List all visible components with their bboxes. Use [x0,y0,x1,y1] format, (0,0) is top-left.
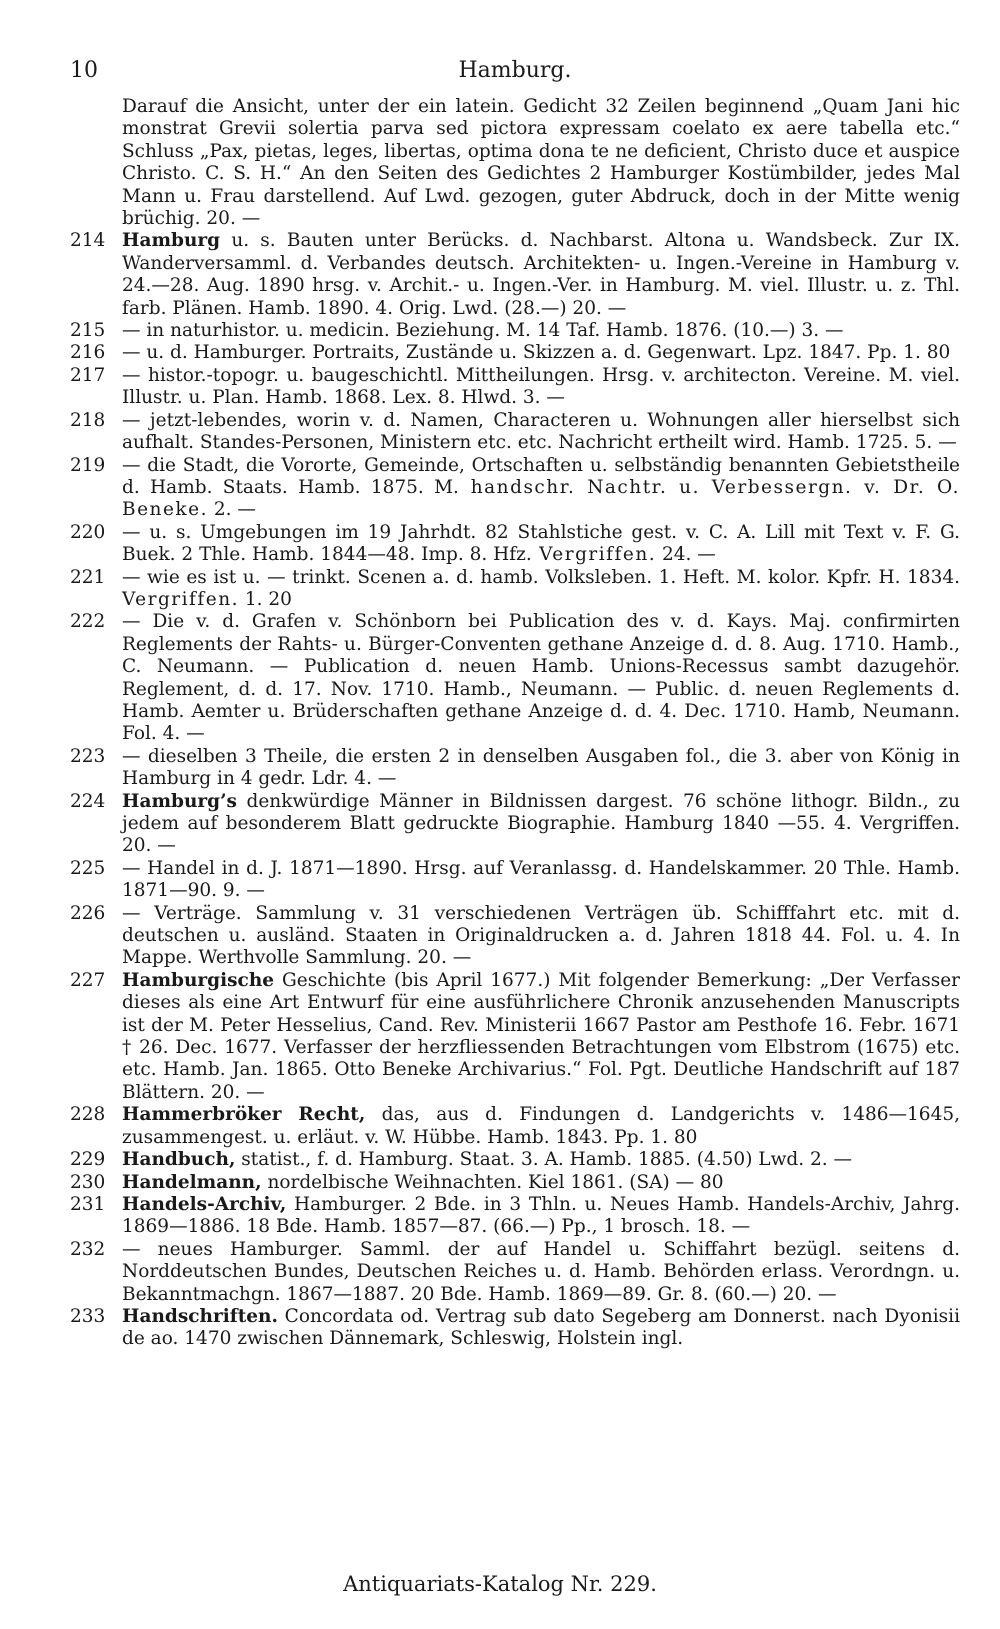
running-title: Hamburg. [458,58,572,83]
entry-price: 24. — [656,544,716,566]
entry-list [70,230,960,1350]
entry-text: — u. s. Umgebungen im 19 Jahrhdt. 82 Stahlstiche gest. v. C. A. Lill mit Text v. F. G. Buek. 2 Thle. Hamb. 1844—48. Imp. 8. Hfz. [122,521,960,566]
entry-text: Hamburger. 2 Bde. in 3 Thln. u. Neues Hamb. Handels-Archiv, Jahrg. 1869—1886. 18 Bde. Hamb. 1857—87. (66.—) Pp., 1 brosch. 18. — [122,1193,960,1238]
catalog-entry [70,791,960,858]
entry-text: statist., f. d. Hamburg. Staat. 3. A. Hamb. 1885. (4.50) Lwd. 2. — [235,1149,853,1171]
entry-text: — dieselben 3 Theile, die ersten 2 in denselben Ausgaben fol., die 3. aber von König in Hamburg in 4 gedr. Ldr. 4. — [122,745,960,790]
catalog-entry [70,970,960,1104]
entry-number: 223 [70,745,106,767]
continuation-body: Darauf die Ansicht, unter der ein latein. Gedicht 32 Zeilen beginnend „Quam Jani hic monstrat Grevii solertia parva sed pictora expressam coelato ex aere tabella etc.“ Schluss „Pax, pietas, leges, libertas, optima dona te ne deficient, Christo duce et auspice Christo. C. S. H.“ An den Seiten des Gedichtes 2 Hamburger Kostümbilder, jedes Mal Mann u. Frau darstellend. Auf Lwd. gezogen, guter Abdruck, doch in der Mitte wenig brüchig. 20. — [122,96,960,230]
entry-spaced-text: Vergriffen. [122,588,239,610]
entry-text: — Verträge. Sammlung v. 31 verschiedenen Verträgen üb. Schifffahrt etc. mit d. deutschen u. ausländ. Staaten in Originaldrucken a. d. Jahren 1818 44. Fol. u. 4. In Mappe. Werthvolle Sammlung. 20. — [122,902,960,969]
entry-text: — in naturhistor. u. medicin. Beziehung. M. 14 Taf. Hamb. 1876. (10.—) 3. — [122,320,844,342]
entry-number: 226 [70,902,106,924]
entry-number: 224 [70,790,106,812]
catalog-entry [70,410,960,455]
entry-heading: Handbuch, [122,1149,236,1171]
catalog-entry [70,1172,960,1194]
entry-spaced-text: handschr. Nachtr. u. Verbessergn. v. Dr. O. Beneke. [122,476,960,521]
catalog-entry [70,1194,960,1239]
entry-heading: Hamburg’s [122,790,237,812]
entry-number: 222 [70,611,106,633]
entry-number: 221 [70,566,106,588]
catalog-entry [70,903,960,970]
entry-heading: Handschriften. [122,1305,278,1327]
page-number: 10 [70,58,98,83]
entry-number: 229 [70,1149,106,1171]
entry-text: — u. d. Hamburger. Portraits, Zustände u. Skizzen a. d. Gegenwart. Lpz. 1847. Pp. 1. 80 [122,342,951,364]
catalog-entry [70,230,960,320]
entry-text: das, aus d. Findungen d. Landgerichts v. 1486—1645, zusammengest. u. erläut. v. W. Hübbe. Hamb. 1843. Pp. 1. 80 [122,1104,960,1148]
entry-text: — Handel in d. J. 1871—1890. Hrsg. auf Veranlassg. d. Handelskammer. 20 Thle. Hamb. 1871—90. 9. — [122,857,960,902]
entry-text: — wie es ist u. — trinkt. Scenen a. d. hamb. Volksleben. 1. Heft. M. kolor. Kpfr. H. 1834. [122,566,960,588]
entry-text: Concordata od. Vertrag sub dato Segeberg am Donnerst. nach Dyonisii de ao. 1470 zwischen Dännemark, Schleswig, Holstein ingl. [122,1305,960,1350]
catalog-entry [70,1149,960,1171]
entry-text: — histor.-topogr. u. baugeschichtl. Mittheilungen. Hrsg. v. architecton. Vereine. M. viel. Illustr. u. Plan. Hamb. 1868. Lex. 8. Hlwd. 3. — [122,364,960,409]
entry-heading: Hammerbröker Recht, [122,1104,366,1126]
entry-number: 228 [70,1104,106,1126]
continuation-text [70,96,960,230]
entry-number: 220 [70,521,106,543]
entry-price: 2. — [207,499,256,521]
entry-text: — jetzt-lebendes, worin v. d. Namen, Characteren u. Wohnungen aller hierselbst sich aufhalt. Standes-Personen, Ministern etc. etc. Nachricht ertheilt wird. Hamb. 1725. 5. — [122,409,960,454]
entry-spaced-text: Vergriffen. [531,544,657,566]
entry-number: 218 [70,409,106,431]
entry-heading: Handelmann, [122,1171,262,1193]
catalog-entry [70,522,960,567]
entry-number: 217 [70,364,106,386]
catalog-entry [70,567,960,612]
catalog-footer: Antiquariats-Katalog Nr. 229. [343,1572,657,1596]
entry-heading: Hamburg [122,230,221,252]
catalog-entry [70,746,960,791]
catalog-entry [70,342,960,364]
entry-number: 232 [70,1238,106,1260]
catalog-entry [70,1104,960,1149]
entry-text: denkwürdige Männer in Bildnissen dargest. 76 schöne lithogr. Bildn., zu jedem auf besonderem Blatt gedruckte Biographie. Hamburg 1840 —55. 4. Vergriffen. 20. — [122,790,960,857]
catalog-entry [70,1306,960,1351]
entry-text: nordelbische Weihnachten. Kiel 1861. (SA) — 80 [261,1171,724,1193]
entry-number: 225 [70,857,106,879]
catalog-entry [70,858,960,903]
catalog-entry [70,365,960,410]
entry-number: 216 [70,342,106,364]
entry-text: — neues Hamburger. Samml. der auf Handel u. Schiffahrt bezügl. seitens d. Norddeutschen Bundes, Deutschen Reiches u. d. Hamb. Behörden erlass. Verordngn. u. Bekanntmachgn. 1867—1887. 20 Bde. Hamb. 1869—89. Gr. 8. (60.—) 20. — [122,1238,960,1305]
entry-text: — die Stadt, die Vororte, Gemeinde, Ortschaften u. selbständig benannten Gebietstheile d. Hamb. Staats. Hamb. 1875. M. [122,454,960,498]
catalog-entry [70,455,960,522]
page-header [70,58,960,88]
entry-text: — Die v. d. Grafen v. Schönborn bei Publication des v. d. Kays. Maj. confirmirten Reglements der Rahts- u. Bürger-Conventen gethane Anzeige d. d. 8. Aug. 1710. Hamb., C. Neumann. — Publication d. neuen Hamb. Unions-Recessus sambt dazugehör. Reglement, d. d. 17. Nov. 1710. Hamb., Neumann. — Public. d. neuen Reglements d. Hamb. Aemter u. Brüderschaften gethane Anzeige d. d. 4. Dec. 1710. Hamb, Neumann. Fol. 4. — [122,611,960,745]
entry-price: 1. 20 [239,588,292,610]
entry-number: 233 [70,1305,106,1327]
entry-number: 215 [70,320,106,342]
entry-number: 219 [70,454,106,476]
entry-number: 230 [70,1171,106,1193]
catalog-entry [70,1239,960,1306]
catalog-entries [70,96,960,1351]
catalog-entry [70,611,960,745]
catalog-entry [70,320,960,342]
entry-text: Geschichte (bis April 1677.) Mit folgender Bemerkung: „Der Verfasser dieses als eine Art Entwurf für eine ausführlichere Chronik anzusehenden Manuscripts ist der M. Peter Hesselius, Cand. Rev. Ministerii 1667 Pastor am Pesthofe 16. Febr. 1671 † 26. Dec. 1677. Verfasser der herzfliessenden Betrachtungen vom Elbstrom (1675) etc. etc. Hamb. Jan. 1865. Otto Beneke Archivarius.“ Fol. Pgt. Deutliche Handschrift auf 187 Blättern. 20. — [122,969,960,1103]
entry-number: 227 [70,969,106,991]
entry-text: u. s. Bauten unter Berücks. d. Nachbarst. Altona u. Wandsbeck. Zur IX. Wanderversamml. d. Verbandes deutsch. Architekten- u. Ingen.-Vereine in Hamburg v. 24.—28. Aug. 1890 hrsg. v. Archit.- u. Ingen.-Ver. in Hamburg. M. viel. Illustr. u. z. Thl. farb. Plänen. Hamb. 1890. 4. Orig. Lwd. (28.—) 20. — [122,230,960,319]
entry-heading: Hamburgische [122,969,275,991]
entry-number: 231 [70,1193,106,1215]
entry-number: 214 [70,230,106,252]
entry-heading: Handels-Archiv, [122,1193,287,1215]
